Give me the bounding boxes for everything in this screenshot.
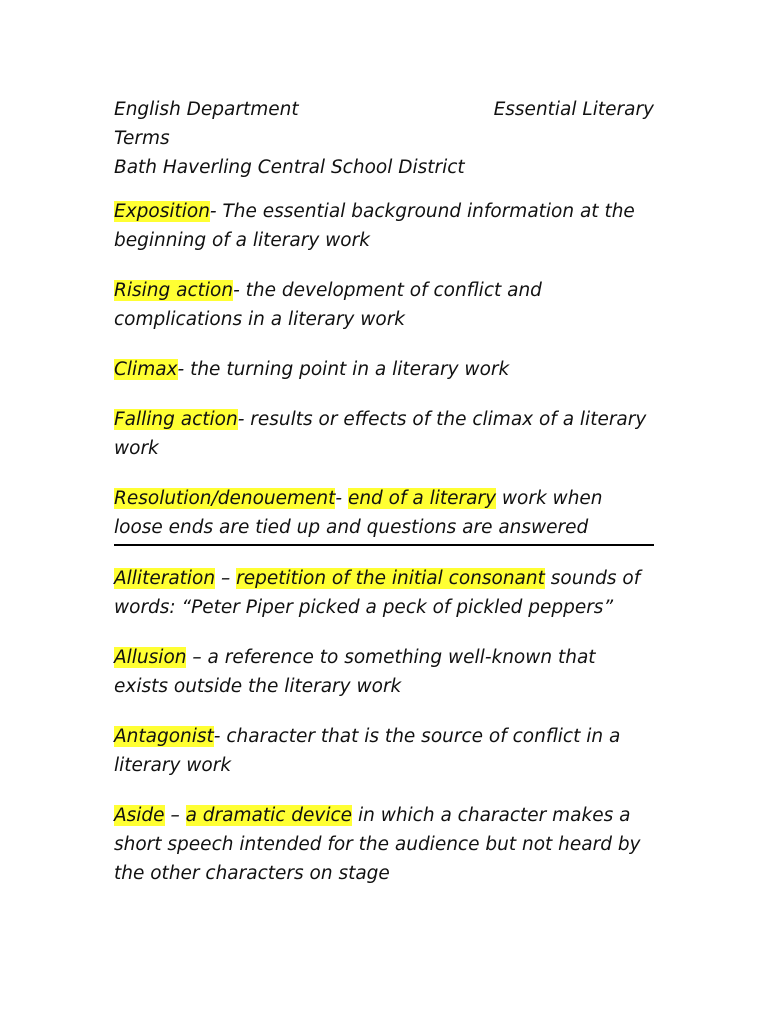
term-separator: – [164,805,186,826]
term-name: Climax [114,359,178,380]
term-separator: – [186,647,208,668]
term-separator: - [213,726,227,747]
term-exposition [114,197,654,255]
term-name: Antagonist [114,726,214,747]
term-definition: a reference to something well-known that exists outside the literary work [114,647,596,697]
document-header [114,95,654,182]
term-name: Allusion [114,647,187,668]
district-label: Bath Haverling Central School District [114,157,465,178]
term-name: Rising action [114,280,234,301]
term-antagonist [114,722,654,780]
definition-highlight: end of a literary [347,488,497,509]
term-rising-action [114,276,654,334]
term-name: Resolution/denouement [114,488,336,509]
title-part2: Terms [114,128,170,149]
title-part1: Essential Literary [493,99,654,120]
term-separator: - [335,488,348,509]
term-name: Aside [114,805,165,826]
term-resolution [114,484,654,542]
section-divider [114,544,654,546]
definition-highlight: a dramatic device [185,805,353,826]
document-page [114,95,654,909]
term-aside [114,801,654,888]
term-climax [114,355,654,384]
term-falling-action [114,405,654,463]
term-separator: - [237,409,251,430]
term-definition: character that is the source of conflict in a literary work [114,726,621,776]
term-definition: The essential background information at the beginning of a literary work [114,201,635,251]
term-name: Alliteration [114,568,216,589]
term-definition: work when loose ends are tied up and questions are answered [114,488,603,538]
term-allusion [114,643,654,701]
term-definition: results or effects of the climax of a literary work [114,409,647,459]
term-separator: - [177,359,191,380]
term-separator: – [215,568,237,589]
department-label: English Department [114,99,299,120]
term-name: Exposition [114,201,210,222]
definition-highlight: repetition of the initial consonant [236,568,545,589]
term-definition: the turning point in a literary work [190,359,510,380]
term-definition: sounds of words: “Peter Piper picked a peck of pickled peppers” [114,568,641,618]
term-separator: - [233,280,246,301]
term-definition: in which a character makes a short speech intended for the audience but not heard by the other characters on stage [114,805,641,884]
term-name: Falling action [114,409,238,430]
header-row [114,95,654,124]
term-alliteration [114,564,654,622]
term-separator: - [209,201,223,222]
term-definition: the development of conflict and complications in a literary work [114,280,542,330]
